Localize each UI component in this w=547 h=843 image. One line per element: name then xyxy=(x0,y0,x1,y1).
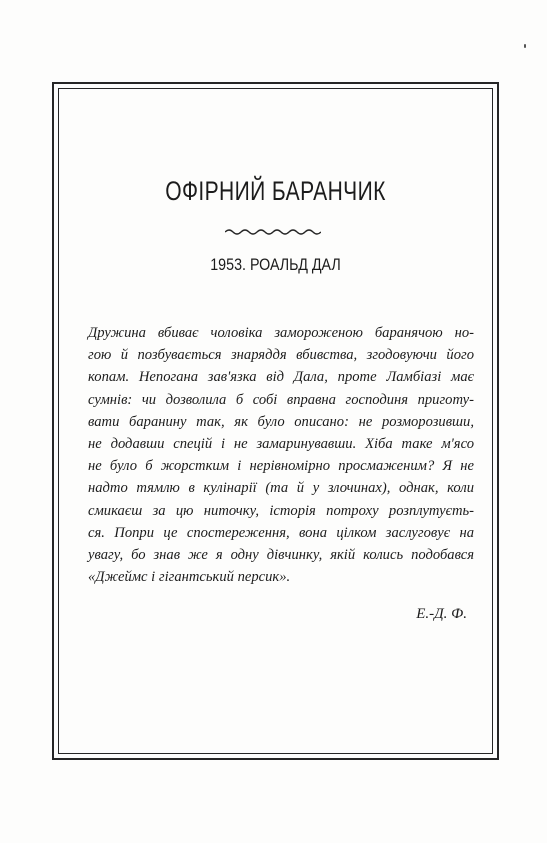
review-line: «Джеймс і гігантський персик». xyxy=(88,569,291,586)
review-line: надто тямлю в кулінарії (та й у злочинах), однак, коли xyxy=(88,480,474,497)
review-line: гою й позбувається знаряддя вбивства, згодовуючи його xyxy=(88,347,474,364)
page-frame xyxy=(52,82,499,760)
review-line: ся. Попри це спостереження, вона цілком заслуговує на xyxy=(88,524,474,541)
review-line: смикаєш за цю ниточку, історія потроху розплутуєть- xyxy=(88,502,474,519)
story-title: ОФІРНИЙ БАРАНЧИК xyxy=(165,176,386,206)
review-line: вати баранину так, як було описано: не розморозивши, xyxy=(88,413,474,430)
scan-speck xyxy=(524,44,526,48)
review-line: не було б жорстким і нерівномірно просмаженим? Я не xyxy=(88,458,474,475)
review-line: увагу, бо знав же я одну дівчинку, якій колись подобався xyxy=(88,547,474,564)
story-year-author: 1953. РОАЛЬД ДАЛ xyxy=(210,255,341,274)
review-text xyxy=(88,322,474,588)
ornament-squiggle xyxy=(225,227,321,237)
review-line: сумнів: чи дозволила б собі вправна господиня приготу- xyxy=(88,391,474,408)
review-line: не додавши спецій і не замаринувавши. Хіба таке м'ясо xyxy=(88,436,474,453)
review-signature: Е.-Д. Ф. xyxy=(416,606,467,622)
review-line: копам. Непогана зав'язка від Дала, проте Ламбіазі має xyxy=(88,369,474,386)
review-line: Дружина вбиває чоловіка замороженою баранячою но- xyxy=(88,325,474,341)
